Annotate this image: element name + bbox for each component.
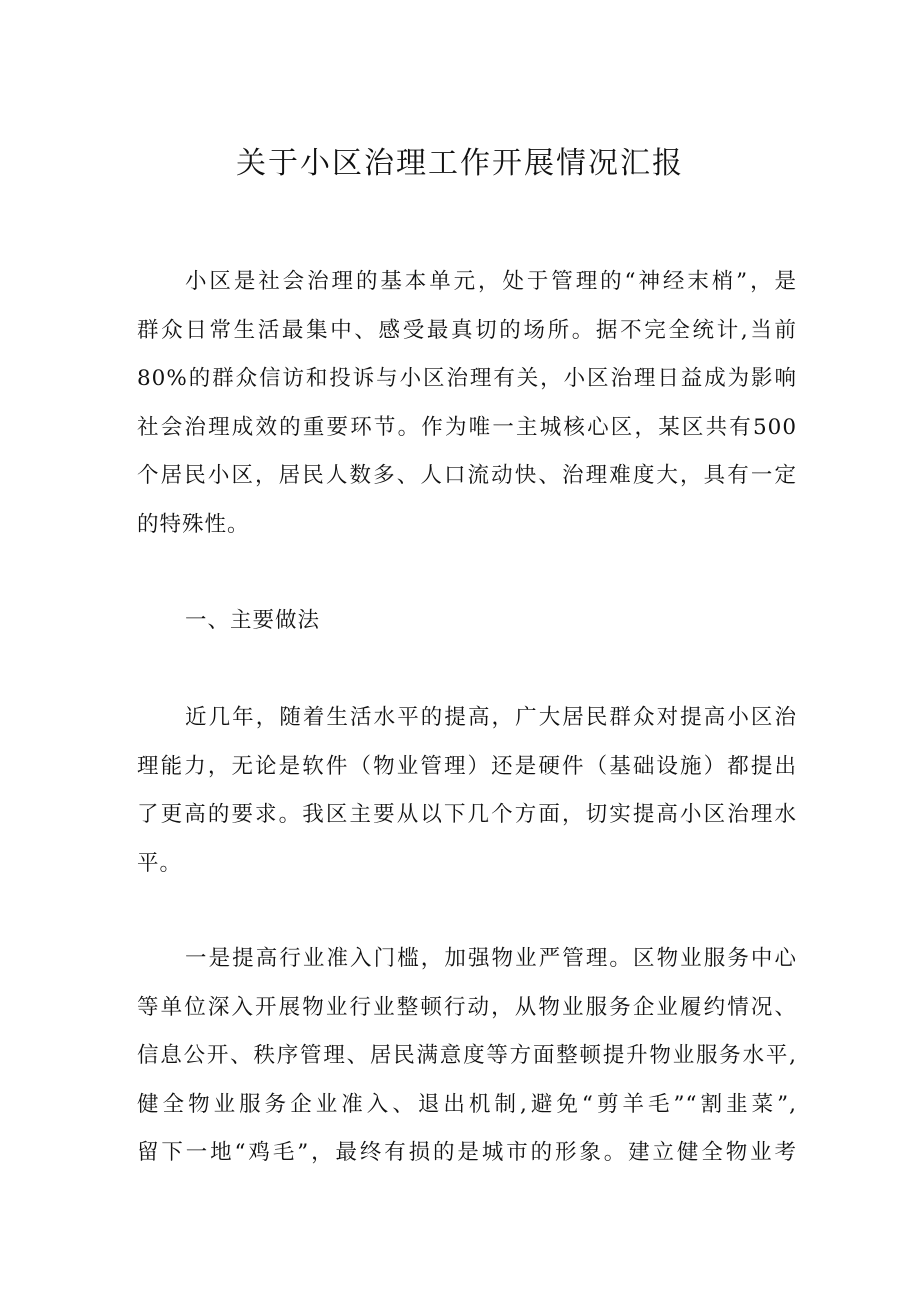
- paragraph-measure-1: [137, 935, 797, 1178]
- paragraph-practice-intro: [137, 694, 797, 888]
- paragraph-line: 群众日常生活最集中、感受最真切的场所。据不完全统计,当前: [137, 317, 797, 343]
- paragraph-line: 等单位深入开展物业行业整顿行动，从物业服务企业履约情况、: [137, 994, 797, 1020]
- paragraph-line: 留下一地“鸡毛”，最终有损的是城市的形象。建立健全物业考: [137, 1140, 797, 1165]
- paragraph-line: 信息公开、秩序管理、居民满意度等方面整顿提升物业服务水平,: [137, 1043, 797, 1068]
- paragraph-line: 平。: [137, 850, 183, 876]
- paragraph-line: 健全物业服务企业准入、退出机制,避免“剪羊毛”“割韭菜”,: [137, 1091, 797, 1117]
- paragraph-line: 理能力，无论是软件（物业管理）还是硬件（基础设施）都提出: [137, 753, 797, 779]
- paragraph-line: 个居民小区，居民人数多、人口流动快、治理难度大，具有一定: [137, 463, 797, 488]
- section-heading: [137, 597, 797, 646]
- paragraph-line: 的特殊性。: [137, 511, 250, 537]
- paragraph-line: 80%的群众信访和投诉与小区治理有关，小区治理日益成为影响: [137, 366, 797, 391]
- paragraph-line: 社会治理成效的重要环节。作为唯一主城核心区，某区共有500: [137, 414, 797, 440]
- section-heading-text: 一、主要做法: [185, 608, 321, 633]
- paragraph-intro: [137, 258, 797, 549]
- paragraph-line: 近几年，随着生活水平的提高，广大居民群众对提高小区治: [185, 705, 797, 730]
- paragraph-line: 一是提高行业准入门槛，加强物业严管理。区物业服务中心: [185, 946, 797, 971]
- paragraph-line: 小区是社会治理的基本单元，处于管理的“神经末梢”，是: [185, 269, 797, 294]
- paragraph-line: 了更高的要求。我区主要从以下几个方面，切实提高小区治理水: [137, 802, 797, 827]
- document-title: 关于小区治理工作开展情况汇报: [236, 146, 684, 181]
